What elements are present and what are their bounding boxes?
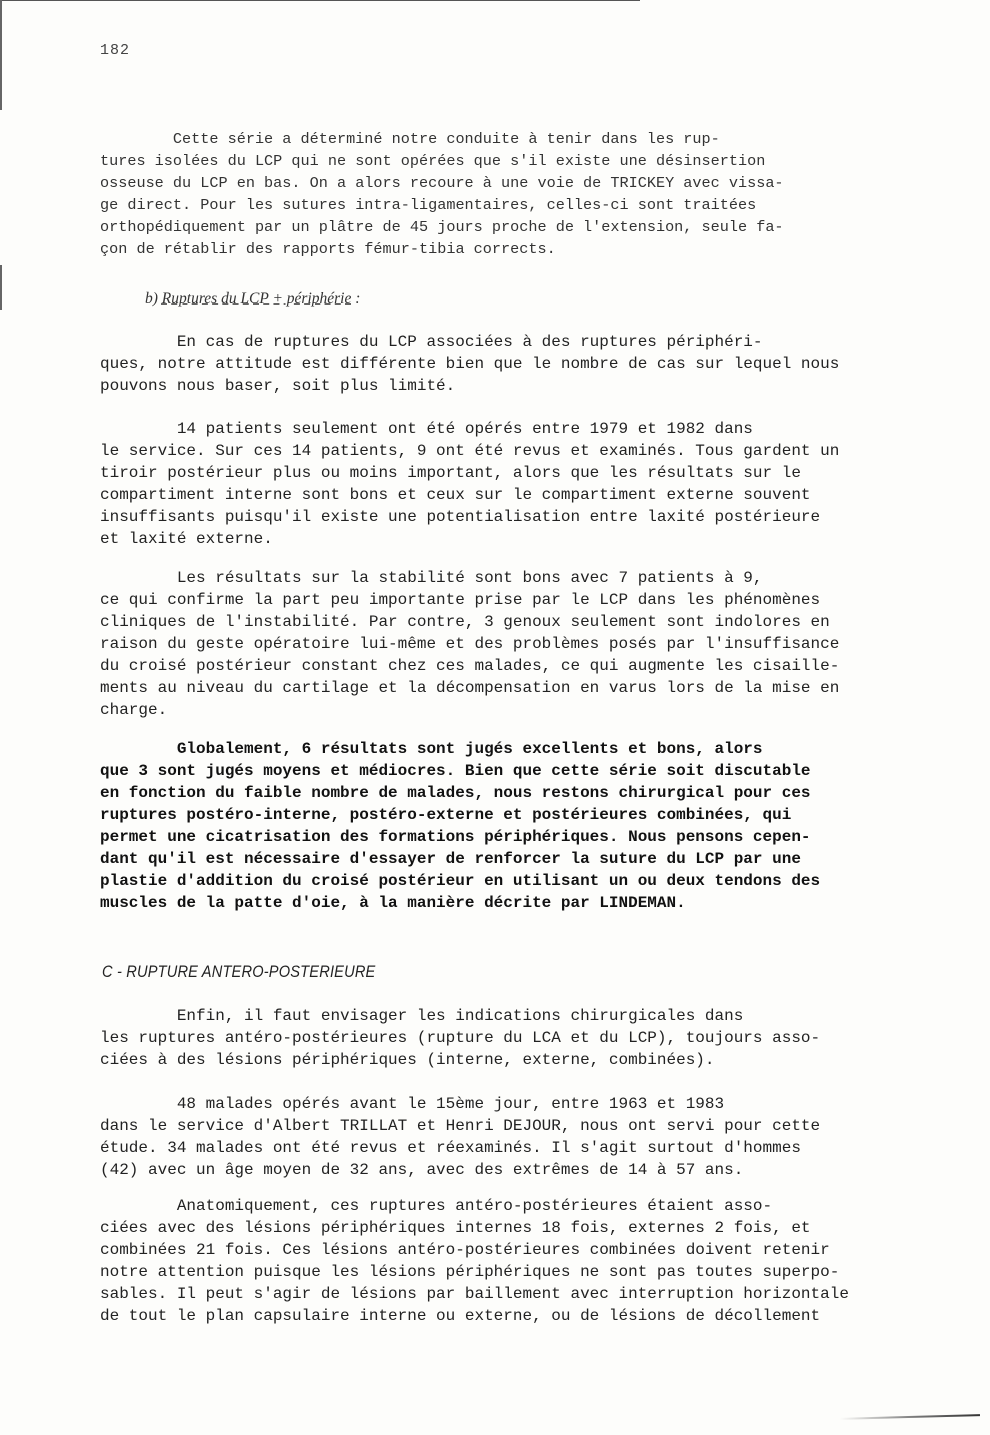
- text-line: En cas de ruptures du LCP associées à des ruptures périphéri-: [100, 333, 763, 351]
- text-line: ge direct. Pour les sutures intra-ligamentaires, celles-ci sont traitées: [100, 196, 757, 214]
- paragraph-4: [100, 567, 930, 721]
- text-line: que 3 sont jugés moyens et médiocres. Bien que cette série soit discutable: [100, 762, 811, 780]
- bottom-scan-mark: [840, 1414, 980, 1420]
- text-line: ciées à des lésions périphériques (interne, externe, combinées).: [100, 1051, 715, 1069]
- text-line: pouvons nous baser, soit plus limité.: [100, 377, 456, 395]
- heading-title: Ruptures du LCP + périphérie: [161, 290, 352, 307]
- text-line: Les résultats sur la stabilité sont bons avec 7 patients à 9,: [100, 569, 763, 587]
- text-line: ce qui confirme la part peu importante prise par le LCP dans les phénomènes: [100, 591, 821, 609]
- paragraph-3: [100, 418, 930, 550]
- heading-suffix: :: [351, 290, 361, 307]
- text-line: étude. 34 malades ont été revus et réexaminés. Il s'agit surtout d'hommes: [100, 1139, 801, 1157]
- paragraph-5: [100, 738, 930, 914]
- text-line: Anatomiquement, ces ruptures antéro-postérieures étaient asso-: [100, 1197, 773, 1215]
- text-line: plastie d'addition du croisé postérieur en utilisant un ou deux tendons des: [100, 872, 821, 890]
- paragraph-8: [100, 1195, 930, 1327]
- paragraph-1: [100, 128, 930, 260]
- text-line: notre attention puisque les lésions périphériques ne sont pas toutes superpo-: [100, 1263, 840, 1281]
- text-line: çon de rétablir des rapports fémur-tibia corrects.: [100, 240, 556, 258]
- text-line: 48 malades opérés avant le 15ème jour, entre 1963 et 1983: [100, 1095, 725, 1113]
- text-line: ments au niveau du cartilage et la décompensation en varus lors de la mise en: [100, 679, 840, 697]
- text-line: dans le service d'Albert TRILLAT et Henri DEJOUR, nous ont servi pour cette: [100, 1117, 821, 1135]
- text-line: muscles de la patte d'oie, à la manière décrite par LINDEMAN.: [100, 894, 686, 912]
- section-heading-b: [145, 290, 360, 308]
- paragraph-6: [100, 1005, 930, 1071]
- text-line: le service. Sur ces 14 patients, 9 ont été revus et examinés. Tous gardent un: [100, 442, 840, 460]
- text-line: Globalement, 6 résultats sont jugés excellents et bons, alors: [100, 740, 763, 758]
- text-line: raison du geste opératoire lui-même et des problèmes posés par l'insuffisance: [100, 635, 840, 653]
- text-line: combinées 21 fois. Ces lésions antéro-postérieures combinées doivent retenir: [100, 1241, 830, 1259]
- top-scan-rule: [0, 0, 640, 1]
- text-line: tures isolées du LCP qui ne sont opérées que s'il existe une désinsertion: [100, 152, 766, 170]
- text-line: insuffisants puisqu'il existe une potentialisation entre laxité postérieure: [100, 508, 821, 526]
- text-line: permet une cicatrisation des formations périphériques. Nous pensons cepen-: [100, 828, 811, 846]
- text-line: orthopédiquement par un plâtre de 45 jours proche de l'extension, seule fa-: [100, 218, 784, 236]
- section-heading-c: C - RUPTURE ANTERO-POSTERIEURE: [102, 962, 376, 981]
- paragraph-2: [100, 331, 930, 397]
- text-line: compartiment interne sont bons et ceux sur le compartiment externe souvent: [100, 486, 811, 504]
- text-line: charge.: [100, 701, 168, 719]
- text-line: cliniques de l'instabilité. Par contre, 3 genoux seulement sont indolores en: [100, 613, 830, 631]
- text-line: les ruptures antéro-postérieures (rupture du LCA et du LCP), toujours asso-: [100, 1029, 821, 1047]
- text-line: Enfin, il faut envisager les indications chirurgicales dans: [100, 1007, 744, 1025]
- page-number: 182: [100, 42, 131, 59]
- paragraph-7: [100, 1093, 930, 1181]
- text-line: 14 patients seulement ont été opérés entre 1979 et 1982 dans: [100, 420, 753, 438]
- text-line: sables. Il peut s'agir de lésions par baillement avec interruption horizontale: [100, 1285, 849, 1303]
- text-line: dant qu'il est nécessaire d'essayer de renforcer la suture du LCP par une: [100, 850, 801, 868]
- text-line: Cette série a déterminé notre conduite à tenir dans les rup-: [100, 130, 720, 148]
- text-line: tiroir postérieur plus ou moins important, alors que les résultats sur le: [100, 464, 801, 482]
- left-scan-margin-line: [0, 0, 2, 110]
- text-line: en fonction du faible nombre de malades, nous restons chirurgical pour ces: [100, 784, 811, 802]
- text-line: ruptures postéro-interne, postéro-externe et postérieures combinées, qui: [100, 806, 792, 824]
- text-line: ques, notre attitude est différente bien que le nombre de cas sur lequel nous: [100, 355, 840, 373]
- left-scan-margin-line: [0, 265, 2, 310]
- text-line: ciées avec des lésions périphériques internes 18 fois, externes 2 fois, et: [100, 1219, 811, 1237]
- heading-prefix: b): [145, 290, 162, 307]
- text-line: et laxité externe.: [100, 530, 273, 548]
- text-line: du croisé postérieur constant chez ces malades, ce qui augmente les cisaille-: [100, 657, 840, 675]
- text-line: (42) avec un âge moyen de 32 ans, avec des extrêmes de 14 à 57 ans.: [100, 1161, 744, 1179]
- text-line: osseuse du LCP en bas. On a alors recoure à une voie de TRICKEY avec vissa-: [100, 174, 784, 192]
- text-line: de tout le plan capsulaire interne ou externe, ou de lésions de décollement: [100, 1307, 821, 1325]
